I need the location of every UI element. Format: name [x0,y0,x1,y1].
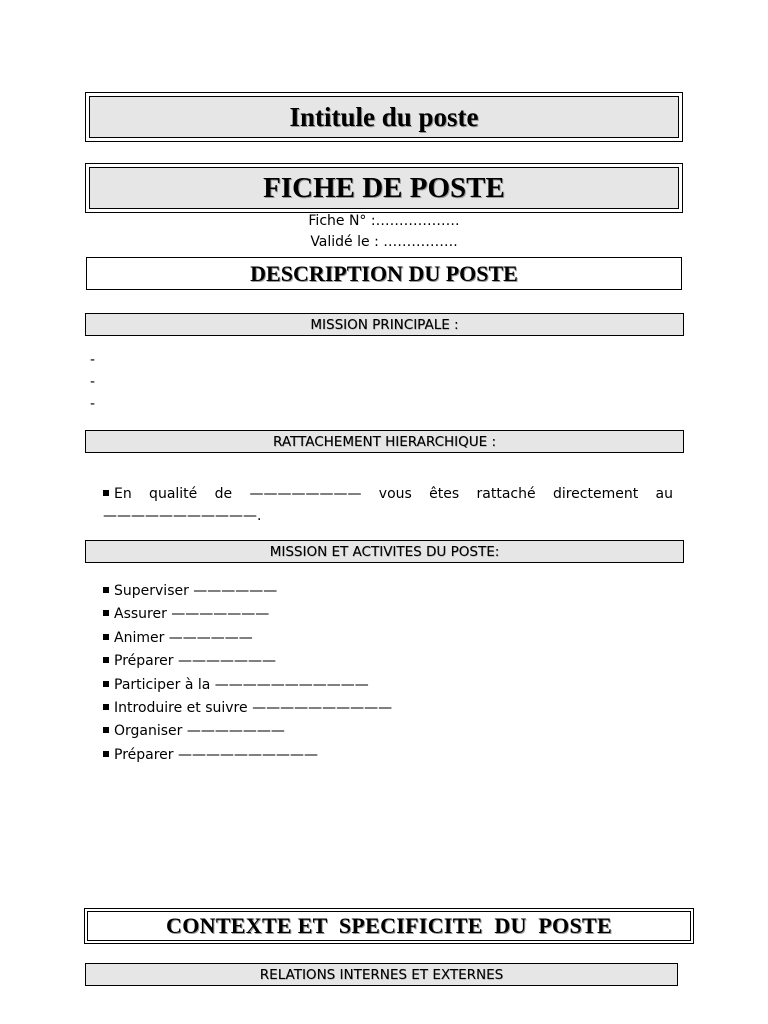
square-bullet-icon [103,727,109,733]
job-title-box [85,92,683,142]
list-item: Animer —————— [103,627,392,650]
contexte-title: CONTEXTE ET SPECIFICITE DU POSTE [87,911,691,941]
square-bullet-icon [103,704,109,710]
activites-header: MISSION ET ACTIVITES DU POSTE: [85,540,684,563]
list-item: Superviser —————— [103,580,392,603]
list-item: Organiser ——————— [103,720,392,743]
job-title: Intitule du poste [89,96,679,138]
relations-header: RELATIONS INTERNES ET EXTERNES [85,963,678,986]
mission-item: - [90,396,96,412]
mission-principale-header: MISSION PRINCIPALE : [85,313,684,336]
contexte-title-box [84,908,694,944]
square-bullet-icon [103,681,109,687]
square-bullet-icon [103,610,109,616]
rattachement-paragraph [103,483,673,527]
list-item: Assurer ——————— [103,603,392,626]
list-item: Introduire et suivre —————————— [103,697,392,720]
square-bullet-icon [103,587,109,593]
fiche-number: Fiche N° :……………… [308,213,460,229]
mission-item: - [90,352,96,368]
description-title: DESCRIPTION DU POSTE [86,257,682,290]
square-bullet-icon [103,490,109,496]
square-bullet-icon [103,751,109,757]
activites-list [103,580,392,767]
mission-item: - [90,374,96,390]
rattachement-text: En qualité de ———————— vous êtes rattaché directement au ———————————. [103,486,673,524]
list-item: Préparer ——————— [103,650,392,673]
square-bullet-icon [103,657,109,663]
validation-date: Validé le : ……………. [310,234,458,250]
form-title-box [85,163,683,213]
form-title: FICHE DE POSTE [89,167,679,209]
rattachement-header: RATTACHEMENT HIERARCHIQUE : [85,430,684,453]
list-item: Participer à la ——————————— [103,674,392,697]
list-item: Préparer —————————— [103,744,392,767]
square-bullet-icon [103,634,109,640]
